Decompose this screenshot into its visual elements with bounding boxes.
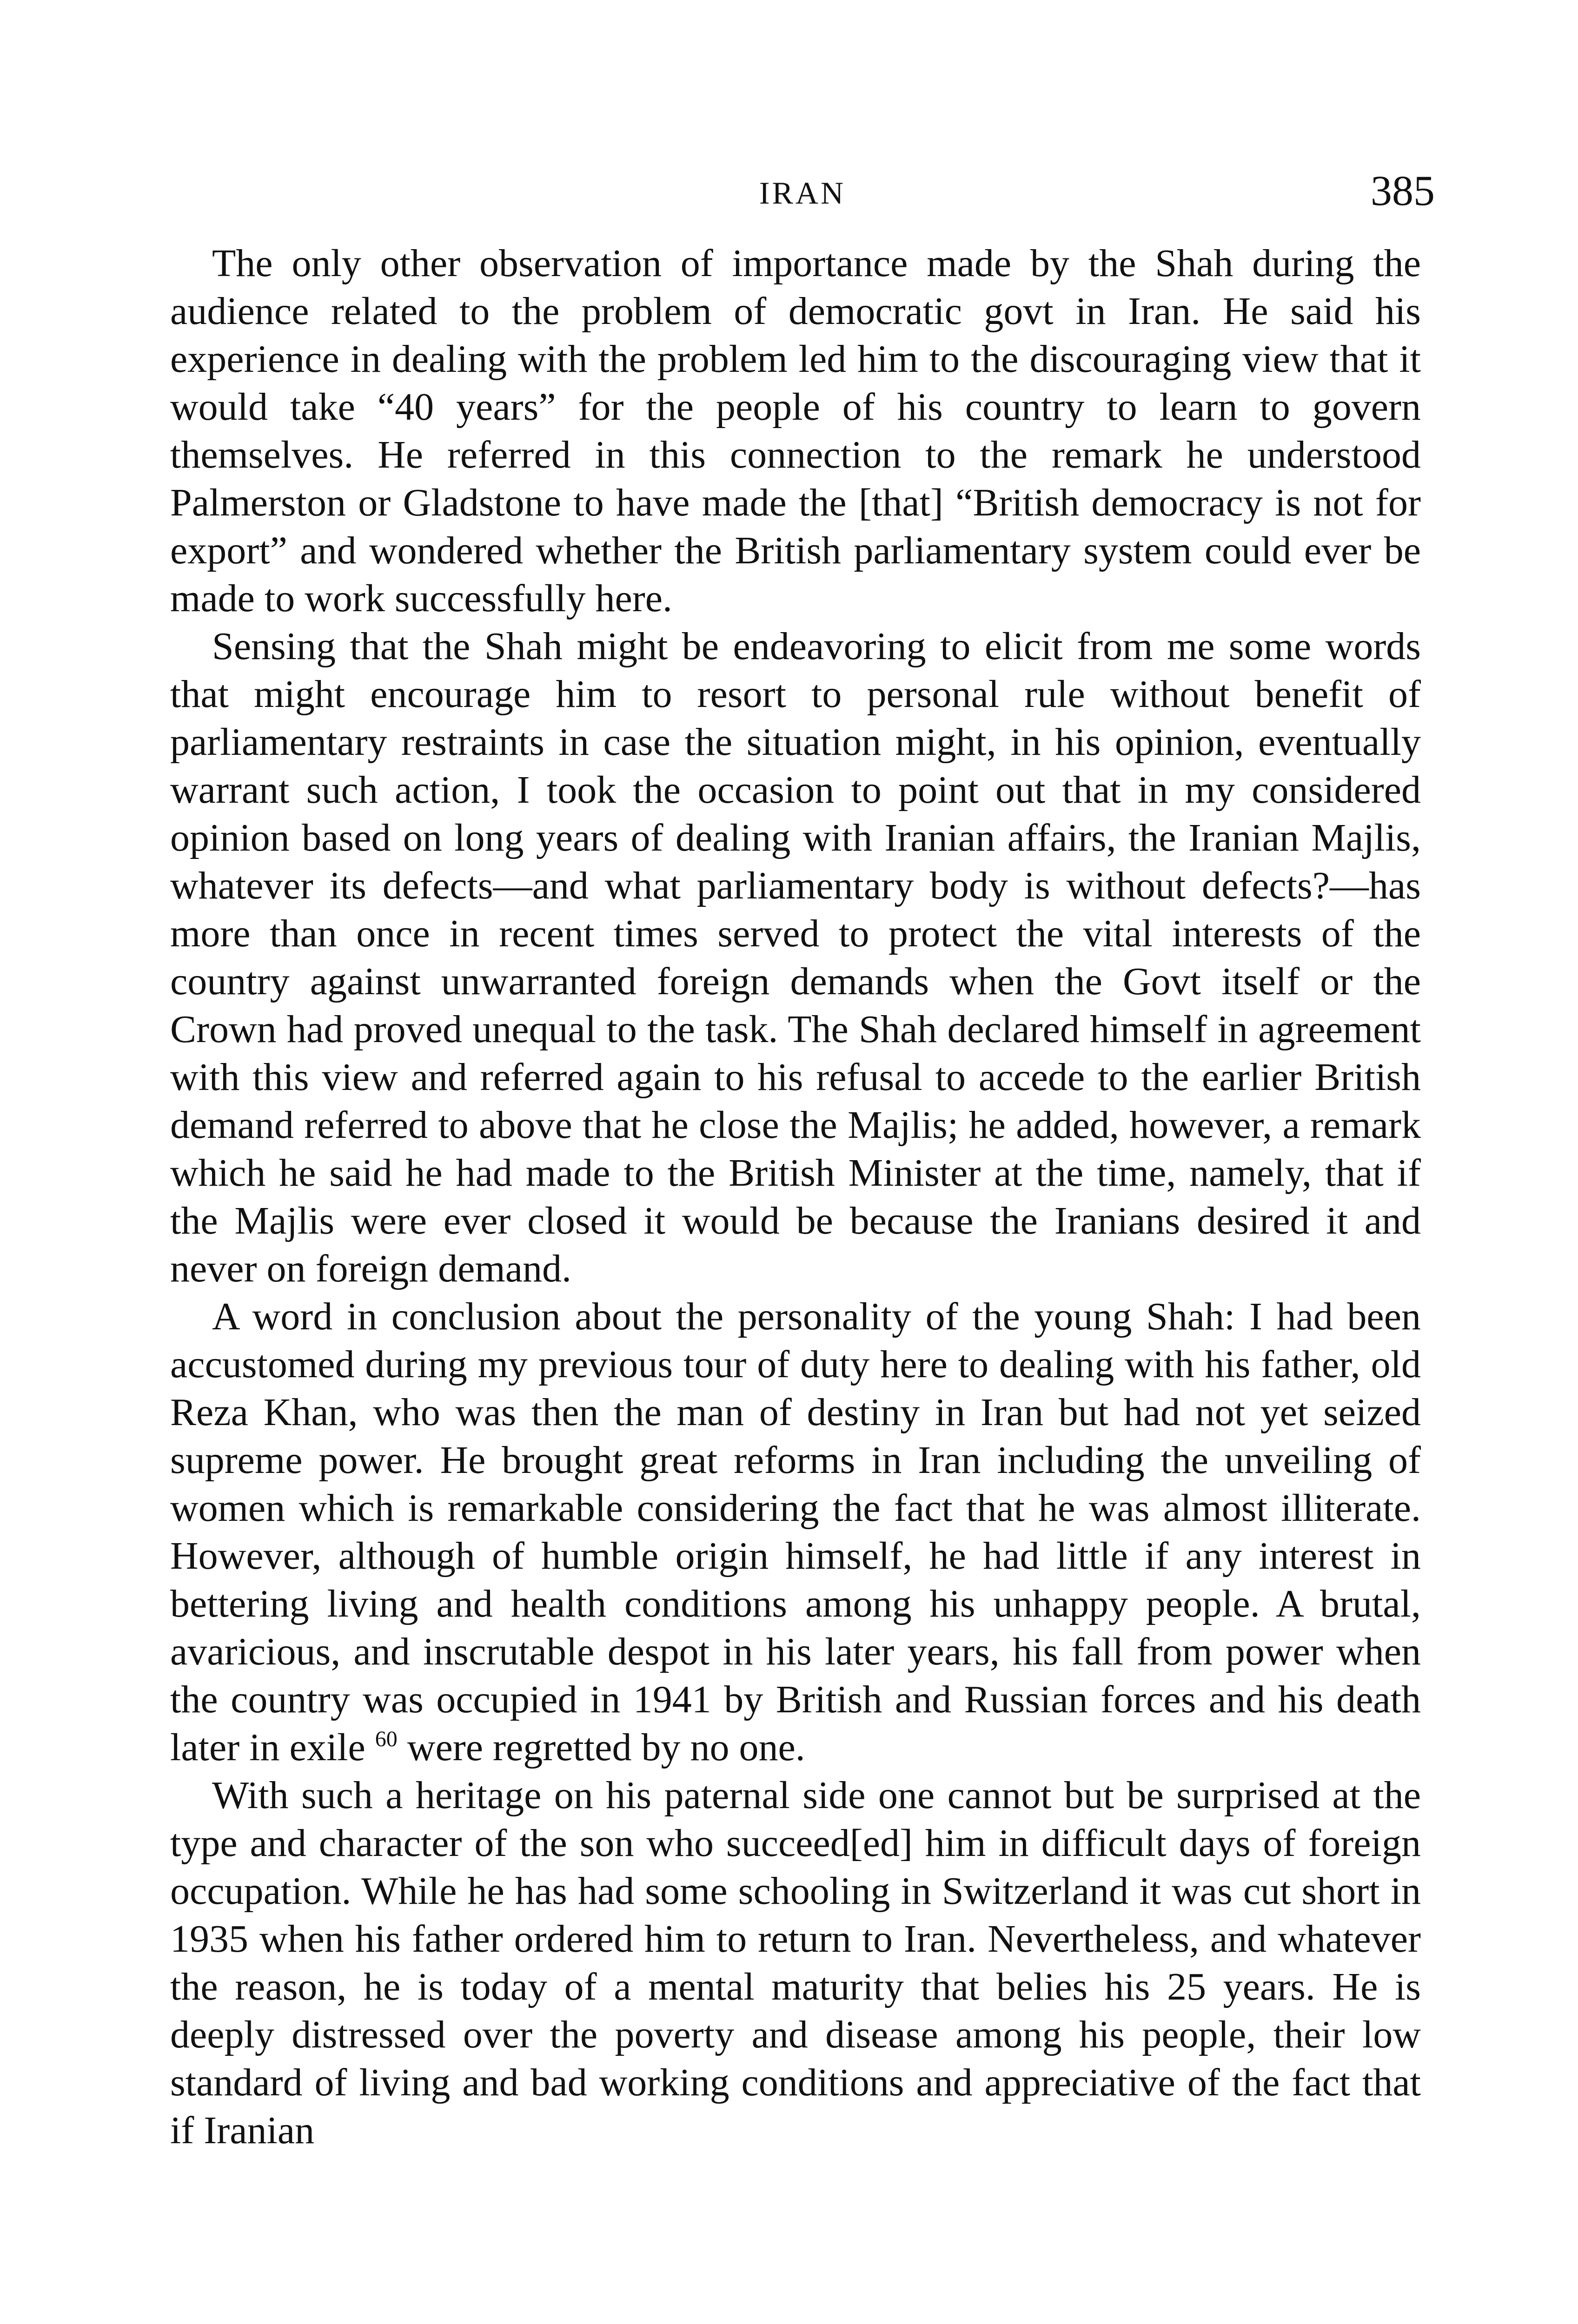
running-header (170, 167, 1435, 218)
paragraph-1: The only other observation of importance made by the Shah during the audience related to the problem of democratic govt in Iran. He said his experience in dealing with the problem led him to the discouraging view that it would take “40 years” for the people of his country to learn to govern themselves. He referred in this connection to the remark he understood Palmerston or Gladstone to have made the [that] “British democracy is not for export” and wondered whether the British parliamentary system could ever be made to work successfully here. (170, 242, 1421, 620)
footnote-reference: 60 (375, 1727, 398, 1751)
paragraph-3-text: A word in conclusion about the personality of the young Shah: I had been accustomed during my previous tour of duty here to dealing with his father, old Reza Khan, who was then the man of destiny in Iran but had not yet seized supreme power. He brought great reforms in Iran including the unveiling of women which is remarkable considering the fact that he was almost illiterate. However, although of humble origin himself, he had little if any interest in bettering living and health conditions among his unhappy people. A brutal, avaricious, and inscrutable despot in his later years, his fall from power when the country was occupied in 1941 by British and Russian forces and his death later in exile (170, 1295, 1421, 1769)
body-text (170, 239, 1421, 2154)
paragraph-3-text-end: were regretted by no one. (397, 1726, 805, 1769)
page-number: 385 (1371, 167, 1435, 214)
paragraph-4: With such a heritage on his paternal side one cannot but be surprised at the type and character of the son who succeed[ed] him in difficult days of foreign occupation. While he has had some schooling in Switzerland it was cut short in 1935 when his father ordered him to return to Iran. Nevertheless, and whatever the reason, he is today of a mental maturity that belies his 25 years. He is deeply distressed over the poverty and disease among his people, their low standard of living and bad working conditions and appreciative of the fact that if Iranian (170, 1774, 1421, 2152)
paragraph-2: Sensing that the Shah might be endeavoring to elicit from me some words that might encourage him to resort to personal rule without benefit of parliamentary restraints in case the situation might, in his opinion, eventually warrant such action, I took the occasion to point out that in my considered opinion based on long years of dealing with Iranian affairs, the Iranian Majlis, whatever its defects—and what parliamentary body is without defects?—has more than once in recent times served to protect the vital interests of the country against unwarranted foreign demands when the Govt itself or the Crown had proved unequal to the task. The Shah declared himself in agreement with this view and referred again to his refusal to accede to the earlier British demand referred to above that he close the Majlis; he added, however, a remark which he said he had made to the British Minister at the time, namely, that if the Majlis were ever closed it would be because the Iranians desired it and never on foreign demand. (170, 625, 1421, 1290)
paragraph-3 (170, 1293, 1421, 1771)
running-title: IRAN (759, 175, 846, 211)
